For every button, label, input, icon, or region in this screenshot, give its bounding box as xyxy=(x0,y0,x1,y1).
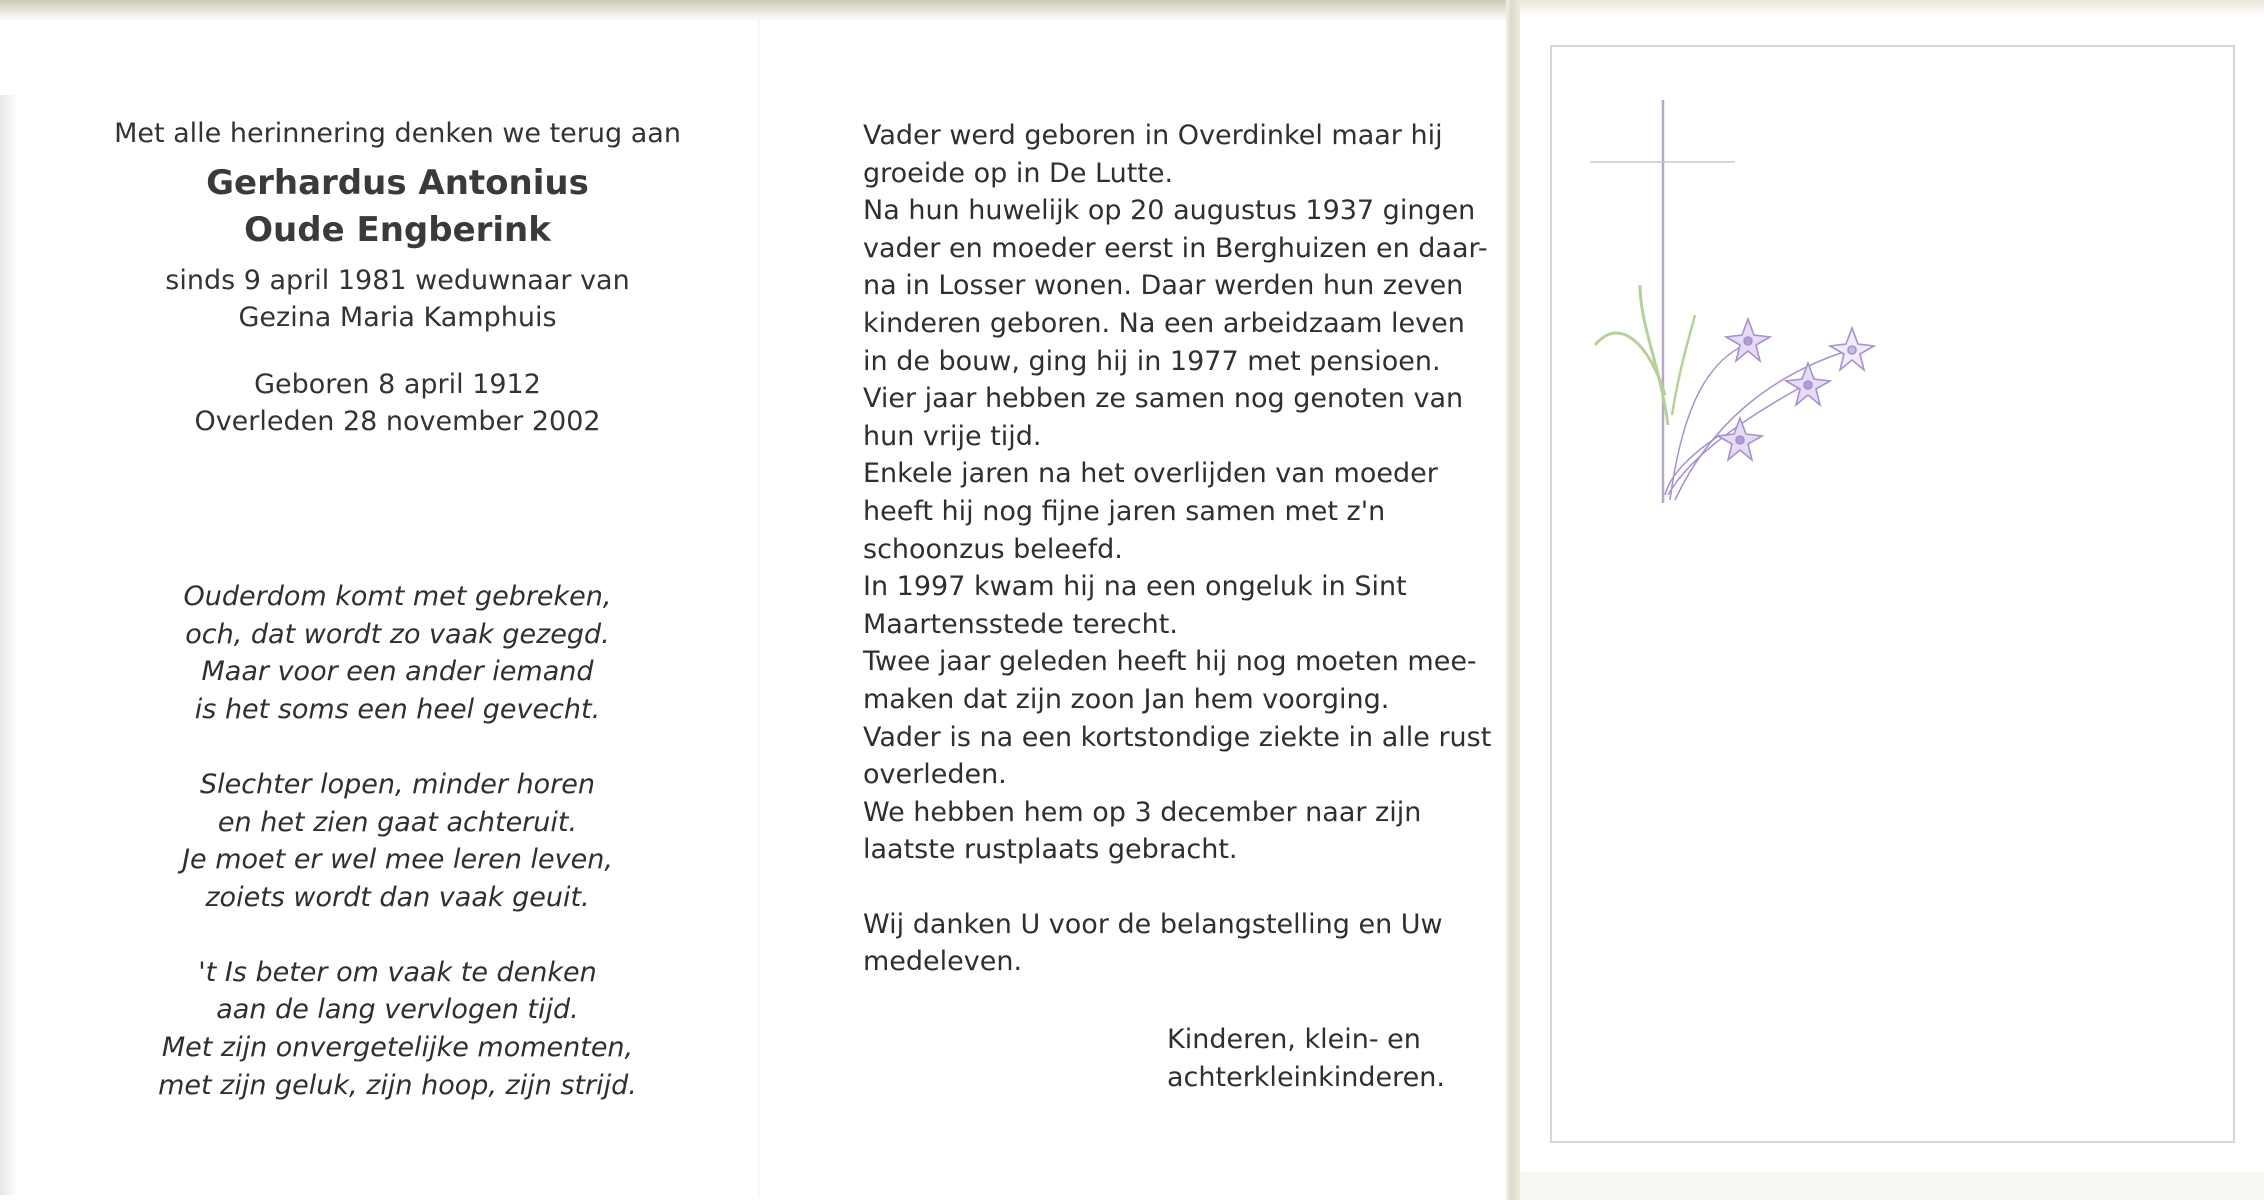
body-line: Enkele jaren na het overlijden van moeder xyxy=(863,458,1438,490)
middle-panel xyxy=(863,117,1492,981)
body-line: Vier jaar hebben ze samen nog genoten van xyxy=(863,383,1464,415)
body-line: overleden. xyxy=(863,759,1007,791)
deceased-surname: Oude Engberink xyxy=(244,210,551,250)
poem-line: zoiets wordt dan vaak geuit. xyxy=(205,881,590,913)
spouse-name: Gezina Maria Kamphuis xyxy=(238,302,557,333)
fold-line xyxy=(758,18,760,1198)
body-line: schoonzus beleefd. xyxy=(863,533,1123,565)
death-date: Overleden 28 november 2002 xyxy=(194,406,601,437)
body-line: We hebben hem op 3 december naar zijn xyxy=(863,796,1422,828)
thanks-line: medeleven. xyxy=(863,946,1023,978)
flower-icon xyxy=(1595,285,1874,500)
left-panel xyxy=(110,115,685,1104)
body-line: vader en moeder eerst in Berghuizen en daar- xyxy=(863,232,1488,264)
intro-text: Met alle herinnering denken we terug aan xyxy=(114,118,681,149)
body-line: Na hun huwelijk op 20 augustus 1937 gingen xyxy=(863,195,1476,227)
signature-line: Kinderen, klein- en xyxy=(1167,1024,1421,1055)
poem-line: met zijn geluk, zijn hoop, zijn strijd. xyxy=(158,1069,637,1101)
poem-line: aan de lang vervlogen tijd. xyxy=(216,994,579,1026)
widower-text: sinds 9 april 1981 weduwnaar van xyxy=(165,265,630,296)
body-line: Vader is na een kortstondige ziekte in alle rust xyxy=(863,721,1492,753)
body-line: heeft hij nog fijne jaren samen met z'n xyxy=(863,495,1386,527)
fold-line-right xyxy=(1506,0,1520,1200)
top-edge-right xyxy=(1512,0,2264,16)
body-line: maken dat zijn zoon Jan hem voorging. xyxy=(863,683,1390,715)
poem-line: Ouderdom komt met gebreken, xyxy=(183,581,612,612)
body-line: Maartensstede terecht. xyxy=(863,608,1178,640)
poem-stanza xyxy=(110,766,685,917)
cross-flower-illustration xyxy=(1580,95,1900,515)
left-edge-shadow xyxy=(0,95,18,1195)
birth-date: Geboren 8 april 1912 xyxy=(254,369,541,400)
poem-line: Slechter lopen, minder horen xyxy=(200,768,595,800)
poem xyxy=(110,578,685,1104)
top-edge xyxy=(0,0,1512,22)
signature-line: achterkleinkinderen. xyxy=(1167,1061,1445,1093)
poem-line: is het soms een heel gevecht. xyxy=(194,694,601,726)
poem-line: en het zien gaat achteruit. xyxy=(217,806,578,838)
bottom-edge xyxy=(1520,1172,2264,1200)
signature-block xyxy=(1167,1021,1445,1096)
poem-stanza xyxy=(110,578,685,729)
poem-line: 't Is beter om vaak te denken xyxy=(198,956,597,988)
body-line: In 1997 kwam hij na een ongeluk in Sint xyxy=(863,571,1407,603)
body-line: kinderen geboren. Na een arbeidzaam leven xyxy=(863,307,1465,339)
cross-icon xyxy=(1590,100,1735,503)
deceased-first-names: Gerhardus Antonius xyxy=(206,163,589,203)
body-line: Twee jaar geleden heeft hij nog moeten mee- xyxy=(863,646,1477,678)
body-line: groeide op in De Lutte. xyxy=(863,157,1174,189)
body-line: Vader werd geboren in Overdinkel maar hij xyxy=(863,120,1443,151)
poem-line: Je moet er wel mee leren leven, xyxy=(182,844,613,876)
thanks-line: Wij danken U voor de belangstelling en Uw xyxy=(863,908,1443,940)
poem-line: Met zijn onvergetelijke momenten, xyxy=(161,1032,634,1064)
poem-line: Maar voor een ander iemand xyxy=(201,656,594,688)
body-line: na in Losser wonen. Daar werden hun zeven xyxy=(863,270,1464,302)
body-line: in de bouw, ging hij in 1977 met pensioen. xyxy=(863,345,1441,377)
poem-line: och, dat wordt zo vaak gezegd. xyxy=(185,618,610,650)
body-line: laatste rustplaats gebracht. xyxy=(863,834,1238,866)
body-line: hun vrije tijd. xyxy=(863,420,1042,452)
poem-stanza xyxy=(110,954,685,1105)
